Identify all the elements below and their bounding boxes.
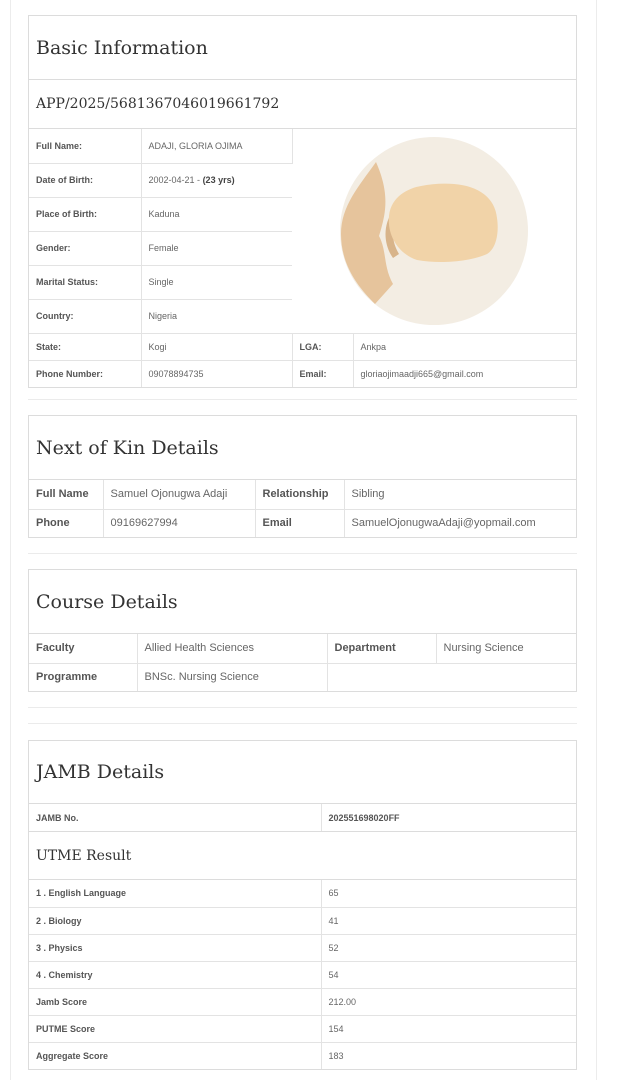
empty-cell — [327, 663, 576, 691]
faculty-value: Allied Health Sciences — [137, 634, 327, 663]
state-label: State: — [29, 333, 141, 360]
marital-status-label: Marital Status: — [29, 265, 141, 299]
result-label: 3 . Physics — [29, 934, 321, 961]
jamb-details-title: JAMB Details — [29, 741, 576, 804]
basic-info-table — [29, 129, 576, 387]
jamb-number-row — [29, 804, 576, 831]
result-value: 154 — [321, 1015, 576, 1042]
info-row-state-lga — [29, 333, 576, 360]
kin-phone-value: 09169627994 — [103, 509, 255, 537]
lga-value: Ankpa — [353, 333, 576, 360]
result-value: 41 — [321, 907, 576, 934]
section-divider — [28, 553, 577, 554]
state-value: Kogi — [141, 333, 292, 360]
country-value: Nigeria — [141, 299, 292, 333]
faculty-label: Faculty — [29, 634, 137, 663]
full-name-label: Full Name: — [29, 129, 141, 163]
application-id: APP/2025/5681367046019661792 — [29, 80, 576, 129]
kin-row-name — [29, 480, 576, 509]
info-row-full-name — [29, 129, 576, 163]
department-value: Nursing Science — [436, 634, 576, 663]
course-row-programme — [29, 663, 576, 691]
result-row — [29, 1015, 576, 1042]
jamb-number-label: JAMB No. — [29, 804, 321, 831]
next-of-kin-title: Next of Kin Details — [29, 416, 576, 480]
result-value: 183 — [328, 1050, 344, 1061]
photo-cell — [292, 129, 576, 333]
basic-information-title: Basic Information — [29, 16, 576, 80]
result-value: 65 — [321, 880, 576, 907]
dob-cell — [141, 163, 292, 197]
age-value: (23 yrs) — [202, 175, 235, 185]
jamb-number-value: 202551698020FF — [328, 812, 400, 823]
next-of-kin-table — [29, 480, 576, 537]
phone-value: 09078894735 — [141, 360, 292, 387]
kin-relationship-value: Sibling — [344, 480, 576, 509]
avatar — [339, 136, 529, 326]
country-label: Country: — [29, 299, 141, 333]
result-row — [29, 988, 576, 1015]
kin-email-label: Email — [255, 509, 344, 537]
section-divider — [28, 707, 577, 708]
kin-row-contact — [29, 509, 576, 537]
result-row — [29, 1042, 576, 1069]
result-row — [29, 961, 576, 988]
kin-phone-label: Phone — [29, 509, 103, 537]
result-value: 212.00 — [321, 988, 576, 1015]
jamb-details-card — [28, 740, 577, 1070]
lga-label: LGA: — [292, 333, 353, 360]
basic-information-card — [28, 15, 577, 388]
section-divider — [28, 399, 577, 400]
utme-result-table — [29, 880, 576, 1069]
course-row-faculty — [29, 634, 576, 663]
avatar-face — [389, 183, 498, 261]
kin-full-name-value: Samuel Ojonugwa Adaji — [103, 480, 255, 509]
jamb-number-table — [29, 804, 576, 831]
email-label: Email: — [292, 360, 353, 387]
result-label: 1 . English Language — [29, 880, 321, 907]
programme-label: Programme — [29, 663, 137, 691]
full-name-value: ADAJI, GLORIA OJIMA — [141, 129, 292, 163]
result-value: 54 — [321, 961, 576, 988]
programme-value: BNSc. Nursing Science — [137, 663, 327, 691]
course-details-title: Course Details — [29, 570, 576, 634]
gender-label: Gender: — [29, 231, 141, 265]
result-row — [29, 934, 576, 961]
phone-label: Phone Number: — [29, 360, 141, 387]
result-label: PUTME Score — [29, 1015, 321, 1042]
course-details-table — [29, 634, 576, 691]
section-divider — [28, 723, 577, 724]
kin-email-value: SamuelOjonugwaAdaji@yopmail.com — [351, 517, 536, 530]
place-of-birth-value: Kaduna — [141, 197, 292, 231]
dob-value: 2002-04-21 - — [148, 175, 201, 185]
gender-value: Female — [141, 231, 292, 265]
marital-status-value: Single — [141, 265, 292, 299]
info-row-phone-email — [29, 360, 576, 387]
place-of-birth-label: Place of Birth: — [29, 197, 141, 231]
next-of-kin-card — [28, 415, 577, 538]
dob-label: Date of Birth: — [29, 163, 141, 197]
result-label: 4 . Chemistry — [29, 961, 321, 988]
email-value: gloriaojimaadji665@gmail.com — [360, 368, 484, 379]
result-value: 52 — [321, 934, 576, 961]
result-row — [29, 880, 576, 907]
course-details-card — [28, 569, 577, 692]
result-row — [29, 907, 576, 934]
kin-full-name-label: Full Name — [29, 480, 103, 509]
kin-relationship-label: Relationship — [255, 480, 344, 509]
result-label: 2 . Biology — [29, 907, 321, 934]
utme-result-title: UTME Result — [29, 831, 576, 880]
department-label: Department — [327, 634, 436, 663]
result-label: Jamb Score — [29, 988, 321, 1015]
result-label: Aggregate Score — [29, 1042, 321, 1069]
